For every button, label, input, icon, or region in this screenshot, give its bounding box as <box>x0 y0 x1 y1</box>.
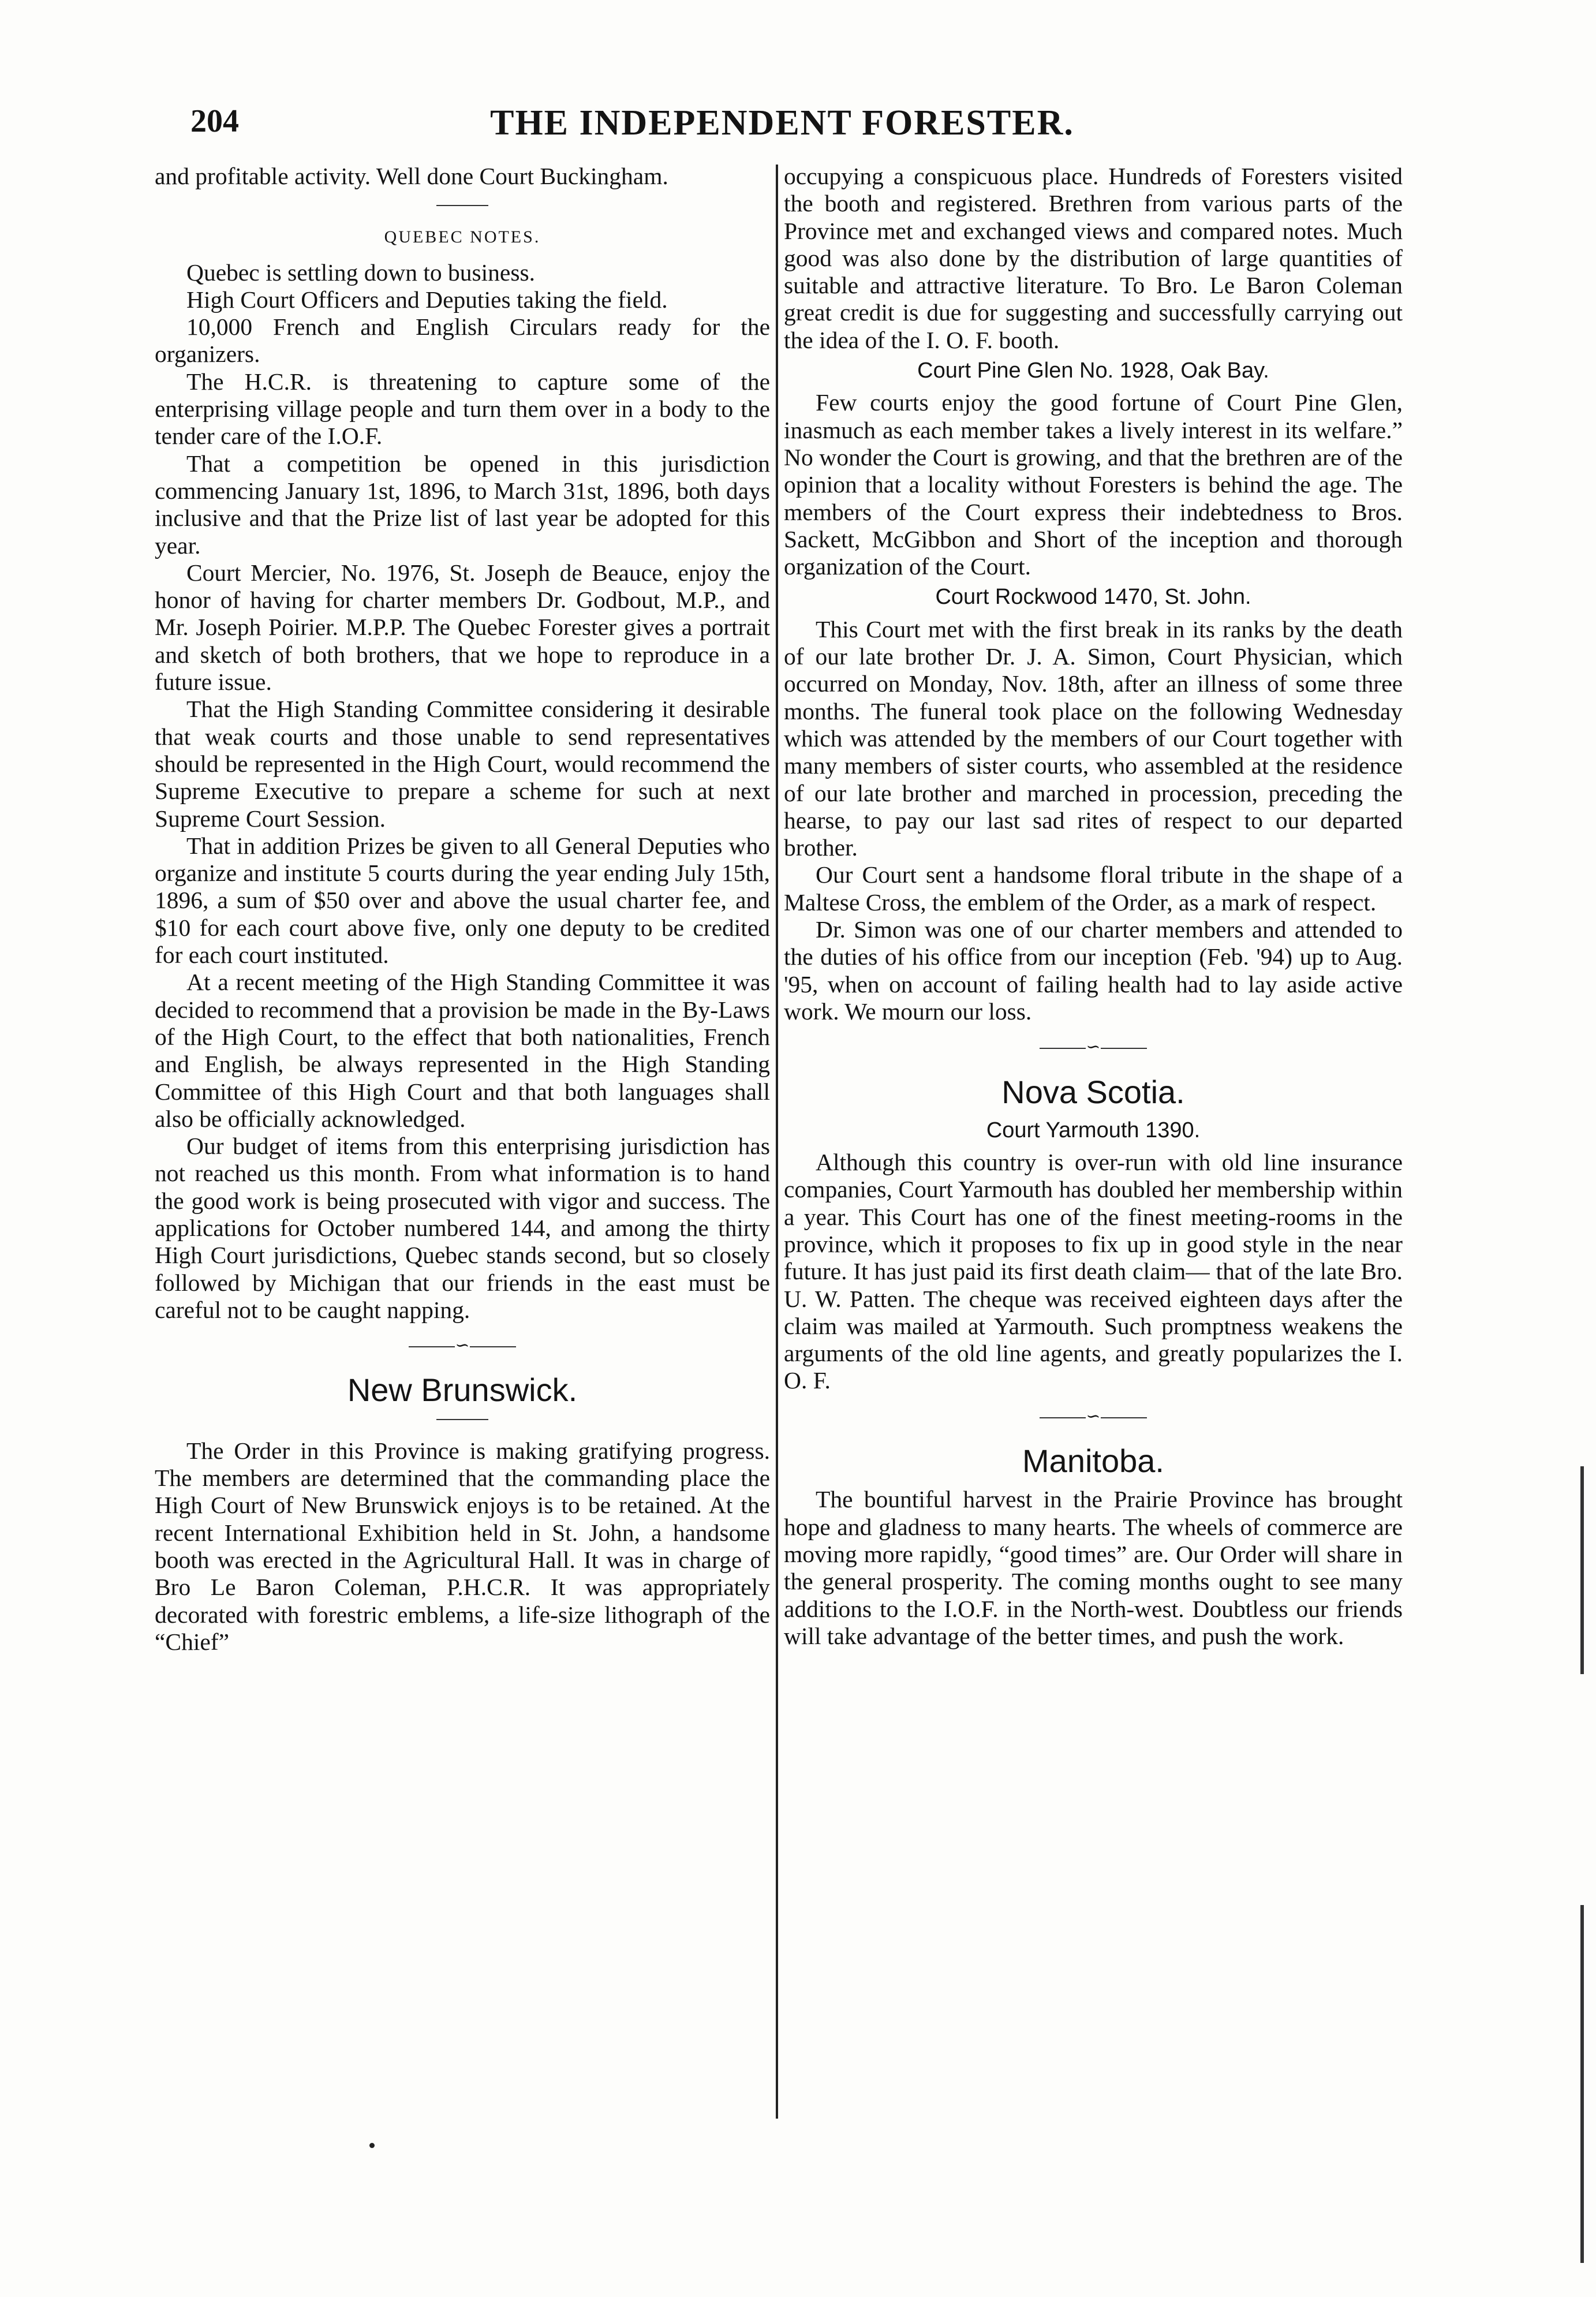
page-header <box>190 103 1374 149</box>
quebec-paragraph: That a competition be opened in this jurisdiction commencing January 1st, 1896, to March 31st, 1896, both days inclusive and that the Prize list of last year be adopted for this year. <box>155 450 770 559</box>
short-rule <box>436 205 488 206</box>
page-edge-mark <box>1580 1466 1584 1674</box>
manitoba-paragraph: The bountiful harvest in the Prairie Province has brought hope and gladness to many hearts. The wheels of commerce are moving more rapidly, “good times” are. Our Order will share in the general prosperity. The coming months ought to see many additions to the I.O.F. in the North-west. Doubtless our friends will take advantage of the better times, and push the work. <box>784 1486 1403 1649</box>
short-rule <box>436 1419 488 1420</box>
quebec-paragraph: Court Mercier, No. 1976, St. Joseph de Beauce, enjoy the honor of having for charter members Dr. Godbout, M.P., and Mr. Joseph Poirier. M.P.P. The Quebec Forester gives a portrait and sketch of both brothers, that we hope to reproduce in a future issue. <box>155 559 770 696</box>
yarmouth-heading: Court Yarmouth 1390. <box>986 1118 1201 1142</box>
rockwood-paragraph: Our Court sent a handsome floral tribute in the shape of a Maltese Cross, the emblem of the Order, as a mark of respect. <box>784 861 1403 916</box>
pine-glen-paragraph: Few courts enjoy the good fortune of Court Pine Glen, inasmuch as each member takes a lively interest in its welfare.” No wonder the Court is growing, and that the brethren are of the opinion that a locality without Foresters is behind the age. The members of the Court express their indebtedness to Bros. Sackett, McGibbon and Short of the inception and thorough organization of the Court. <box>784 389 1403 580</box>
left-column <box>155 163 770 1656</box>
quebec-paragraph: That the High Standing Committee considering it desirable that weak courts and those unable to send representatives should be represented in the High Court, would recommend the Supreme Executive to prepare a scheme for such at next Supreme Court Session. <box>155 696 770 832</box>
quebec-paragraph: At a recent meeting of the High Standing Committee it was decided to recommend that a provision be made in the By-Laws of the High Court, to the effect that both nationalities, French and English, be always represented in the High Standing Committee of this High Court and that both languages shall also be officially acknowledged. <box>155 969 770 1132</box>
paragraph-continuation: occupying a conspicuous place. Hundreds of Foresters visited the booth and registered. Brethren from various parts of the Province met and exchanged views and compared notes. Much good was also done by the distribution of large quantities of suitable and attractive literature. To Bro. Le Baron Coleman great credit is due for suggesting and successfully carrying out the idea of the I. O. F. booth. <box>784 163 1403 353</box>
quebec-paragraph: Quebec is settling down to business. <box>186 259 535 286</box>
page-edge-mark <box>1580 1905 1584 2263</box>
rockwood-paragraph: Dr. Simon was one of our charter members and attended to the duties of his office from our inception (Feb. '94) up to Aug. '95, when on account of failing health had to lay aside active work. We mourn our loss. <box>784 916 1403 1025</box>
section-ornament: ∽ <box>784 1403 1403 1430</box>
column-divider <box>776 165 778 2119</box>
section-ornament: ∽ <box>784 1033 1403 1060</box>
ink-speck <box>369 2143 375 2148</box>
yarmouth-paragraph: Although this country is over-run with old line insurance companies, Court Yarmouth has doubled her membership within a year. This Court has one of the finest meeting-rooms in the province, which it proposes to fix up in good style in the near future. It has just paid its first death claim— that of the late Bro. U. W. Patten. The cheque was received eighteen days after the claim was mailed at Yarmouth. Such promptness weakens the arguments of the old line agents, and greatly popularizes the I. O. F. <box>784 1149 1403 1394</box>
quebec-paragraph: High Court Officers and Deputies taking the field. <box>186 286 668 313</box>
new-brunswick-heading: New Brunswick. <box>347 1372 578 1409</box>
manitoba-heading: Manitoba. <box>1022 1443 1164 1480</box>
rockwood-paragraph: This Court met with the first break in its ranks by the death of our late brother Dr. J. A. Simon, Court Physician, which occurred on Monday, Nov. 18th, after an illness of some three months. The funeral took place on the following Wednesday which was attended by the members of our Court together with many members of sister courts, who assembled at the residence of our late brother and marched in procession, preceding the hearse, to pay our last sad rites of respect to our departed brother. <box>784 615 1403 861</box>
nova-scotia-heading: Nova Scotia. <box>1001 1073 1185 1110</box>
page-number: 204 <box>190 103 239 139</box>
quebec-notes-heading: QUEBEC NOTES. <box>384 227 541 247</box>
section-ornament: ∽ <box>155 1332 770 1359</box>
quebec-paragraph: That in addition Prizes be given to all General Deputies who organize and institute 5 courts during the year ending July 15th, 1896, a sum of $50 over and above the usual charter fee, and $10 for each court above five, only one deputy to be credited for each court instituted. <box>155 832 770 969</box>
rockwood-heading: Court Rockwood 1470, St. John. <box>935 585 1251 610</box>
pine-glen-heading: Court Pine Glen No. 1928, Oak Bay. <box>917 358 1269 383</box>
quebec-paragraph: 10,000 French and English Circulars ready for the organizers. <box>155 313 770 368</box>
right-column <box>784 163 1403 1650</box>
journal-title: THE INDEPENDENT FORESTER. <box>490 103 1074 143</box>
quebec-paragraph: The H.C.R. is threatening to capture some of the enterprising village people and turn them over in a body to the tender care of the I.O.F. <box>155 368 770 450</box>
new-brunswick-paragraph: The Order in this Province is making gratifying progress. The members are determined that the commanding place the High Court of New Brunswick enjoys is to be retained. At the recent International Exhibition held in St. John, a handsome booth was erected in the Agricultural Hall. It was in charge of Bro Le Baron Coleman, P.H.C.R. It was appropriately decorated with forestric emblems, a life-size lithograph of the “Chief” <box>155 1437 770 1655</box>
paragraph-opening: and profitable activity. Well done Court Buckingham. <box>155 163 668 189</box>
quebec-paragraph: Our budget of items from this enterprising jurisdiction has not reached us this month. From what information is to hand the good work is being prosecuted with vigor and success. The applications for October numbered 144, and among the thirty High Court jurisdictions, Quebec stands second, but so closely followed by Michigan that our friends in the east must be careful not to be caught napping. <box>155 1133 770 1323</box>
